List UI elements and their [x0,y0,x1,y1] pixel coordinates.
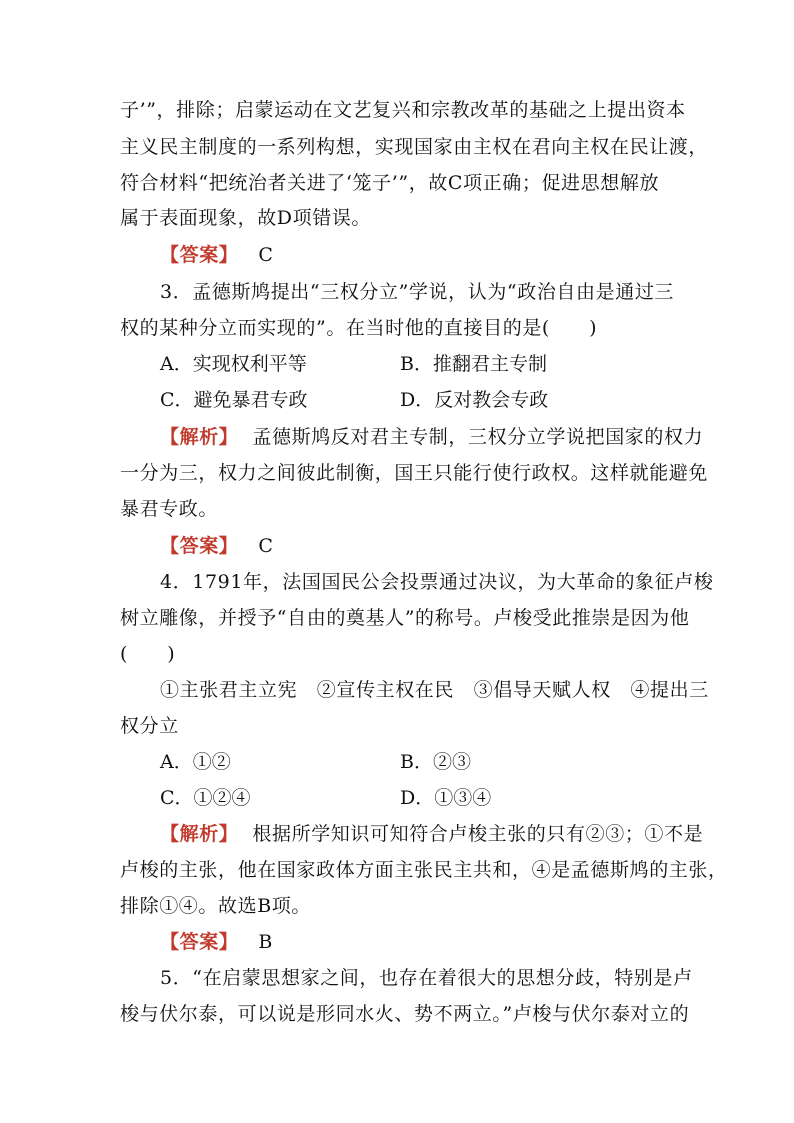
analysis-text: 根据所学知识可知符合卢梭主张的只有②③；①不是 [252,823,704,845]
text-line: 主义民主制度的一系列构想，实现国家由主权在君向主权在民让渡， [120,136,709,158]
option-c: C．①②④ [160,787,251,809]
analysis-text: 排除①④。故选B项。 [120,895,311,917]
question-stem: 权的某种分立而实现的”。在当时他的直接目的是( ) [120,317,598,339]
question-stem: 3．孟德斯鸠提出“三权分立”学说，认为“政治自由是通过三 [160,281,675,303]
text-line: 属于表面现象，故D项错误。 [120,207,372,229]
answer-tag: 【答案】 [160,535,239,557]
analysis-line [160,822,720,846]
option-b: B．推翻君主专制 [400,353,547,375]
option-c: C．避免暴君专政 [160,389,308,411]
answer-value: B [258,931,273,953]
text-line: 子’”，排除；启蒙运动在文艺复兴和宗教改革的基础之上提出资本 [120,99,686,121]
analysis-text: 暴君专政。 [120,498,219,520]
option-d: D．反对教会专政 [400,389,549,411]
answer-tag: 【答案】 [160,244,239,266]
analysis-text: 卢梭的主张，他在国家政体方面主张民主共和，④是孟德斯鸠的主张， [120,859,728,881]
option-d: D．①③④ [400,787,492,809]
q2-answer-line [160,243,720,267]
option-a: A．①② [160,751,231,773]
question-stem: 4．1791年，法国国民公会投票通过决议，为大革命的象征卢梭 [160,571,714,593]
text-line: 符合材料“把统治者关进了‘笼子’”，故C项正确；促进思想解放 [120,172,660,194]
option-b: B．②③ [400,751,471,773]
option-a: A．实现权利平等 [160,353,307,375]
question-stem: 5．“在启蒙思想家之间，也存在着很大的思想分歧，特别是卢 [160,967,693,989]
analysis-tag: 【解析】 [160,823,239,845]
q3-answer-line [160,534,720,558]
analysis-line [160,425,720,449]
answer-value: C [258,535,274,557]
question-items: 权分立 [120,715,179,737]
analysis-text: 一分为三，权力之间彼此制衡，国王只能行使行政权。这样就能避免 [120,462,709,484]
analysis-tag: 【解析】 [160,426,239,448]
question-stem: 梭与伏尔泰，可以说是形同水火、势不两立。”卢梭与伏尔泰对立的 [120,1003,690,1025]
question-stem: ( ) [120,643,176,665]
q4-answer-line [160,930,720,954]
question-stem: 树立雕像，并授予“自由的奠基人”的称号。卢梭受此推崇是因为他 [120,607,690,629]
question-items: ①主张君主立宪 ②宣传主权在民 ③倡导天赋人权 ④提出三 [160,679,709,701]
analysis-text: 孟德斯鸠反对君主专制，三权分立学说把国家的权力 [252,426,704,448]
answer-tag: 【答案】 [160,931,239,953]
answer-value: C [258,244,274,266]
